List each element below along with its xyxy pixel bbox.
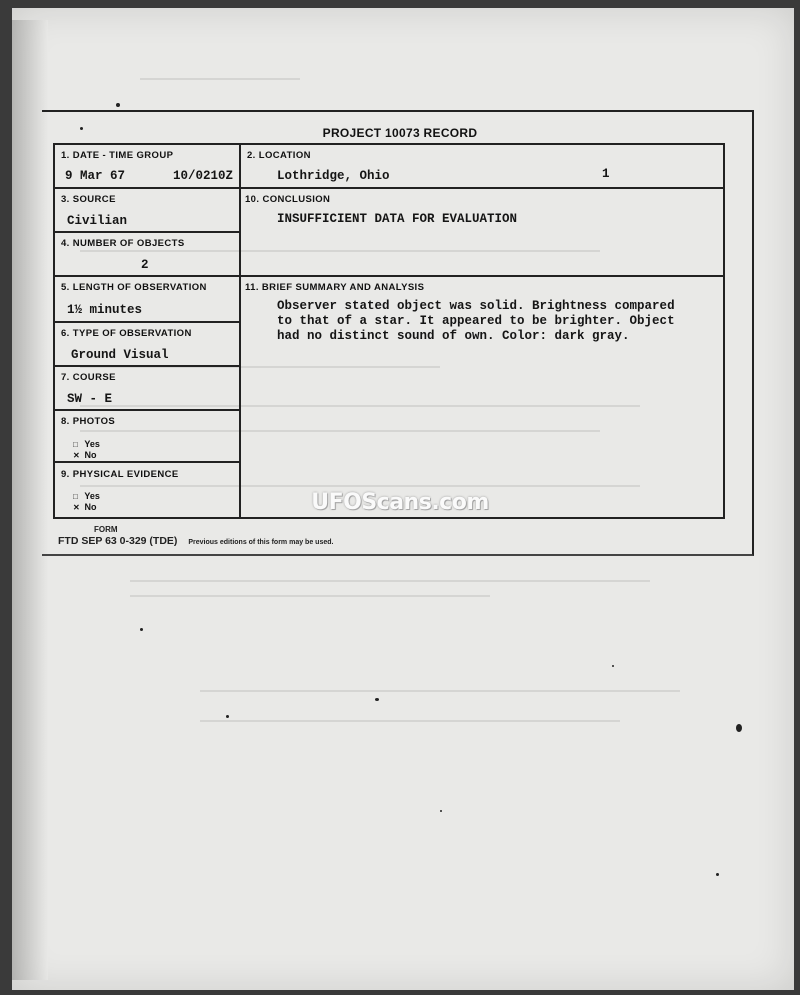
bleed-through <box>130 580 650 582</box>
row-divider <box>55 187 239 189</box>
source-label: 3. SOURCE <box>61 194 116 205</box>
checkbox-checked-icon: ✕ <box>73 451 80 460</box>
scan-speck <box>716 873 719 876</box>
type-obs-value: Ground Visual <box>71 348 169 362</box>
column-divider <box>239 145 241 517</box>
photos-label: 8. PHOTOS <box>61 416 116 427</box>
summary-line: Observer stated object was solid. Brightness compared <box>277 299 675 313</box>
row-divider <box>55 365 239 367</box>
course-value: SW - E <box>67 392 113 406</box>
evidence-label: 9. PHYSICAL EVIDENCE <box>61 469 179 480</box>
summary-line: had no distinct sound of own. Color: dark gray. <box>277 329 630 343</box>
scan-speck <box>116 103 120 107</box>
row-divider <box>55 275 723 277</box>
length-value: 1½ minutes <box>67 303 143 317</box>
photos-no-option <box>73 450 97 460</box>
scan-speck <box>736 724 742 732</box>
type-obs-label: 6. TYPE OF OBSERVATION <box>61 328 192 339</box>
checkbox-empty-icon: □ <box>73 492 78 501</box>
scan-speck <box>440 810 442 812</box>
row-divider <box>55 409 239 411</box>
location-label: 2. LOCATION <box>247 150 311 161</box>
evidence-yes-label: Yes <box>84 491 100 501</box>
form-word: FORM <box>94 525 118 534</box>
length-label: 5. LENGTH OF OBSERVATION <box>61 282 207 293</box>
evidence-no-label: No <box>84 502 97 512</box>
scan-speck <box>140 628 143 631</box>
row-divider <box>55 321 239 323</box>
page-title: PROJECT 10073 RECORD <box>322 126 478 140</box>
checkbox-empty-icon: □ <box>73 440 78 449</box>
source-value: Civilian <box>67 214 128 228</box>
bleed-through <box>130 595 490 597</box>
form-id: FTD SEP 63 0-329 (TDE) <box>58 535 178 547</box>
scan-speck <box>375 698 379 701</box>
num-objects-label: 4. NUMBER OF OBJECTS <box>61 238 185 249</box>
scan-speck <box>612 665 614 667</box>
date-time-label: 1. DATE - TIME GROUP <box>61 150 174 161</box>
record-form <box>53 143 725 519</box>
row-divider <box>55 231 239 233</box>
summary-label: 11. BRIEF SUMMARY AND ANALYSIS <box>245 282 425 293</box>
row-divider <box>239 187 723 189</box>
conclusion-label: 10. CONCLUSION <box>245 194 331 205</box>
scan-speck <box>226 715 229 718</box>
bleed-through <box>140 78 300 80</box>
summary-line: to that of a star. It appeared to be brighter. Object <box>277 314 675 328</box>
date-value: 9 Mar 67 <box>65 169 126 183</box>
checkbox-checked-icon: ✕ <box>73 503 80 512</box>
form-footer <box>58 535 333 547</box>
bleed-through <box>200 690 680 692</box>
photos-yes-option <box>73 439 100 449</box>
location-code: 1 <box>602 167 610 181</box>
course-label: 7. COURSE <box>61 372 116 383</box>
bleed-through <box>200 720 620 722</box>
summary-text <box>277 299 707 344</box>
watermark: UFOScans.com <box>311 490 489 515</box>
photos-no-label: No <box>84 450 97 460</box>
num-objects-value: 2 <box>141 258 149 272</box>
scan-speck <box>80 127 83 130</box>
conclusion-value: INSUFFICIENT DATA FOR EVALUATION <box>277 212 518 226</box>
time-value: 10/0210Z <box>173 169 234 183</box>
location-value: Lothridge, Ohio <box>277 169 390 183</box>
form-note: Previous editions of this form may be used. <box>188 539 334 546</box>
photos-yes-label: Yes <box>84 439 100 449</box>
row-divider <box>55 461 239 463</box>
